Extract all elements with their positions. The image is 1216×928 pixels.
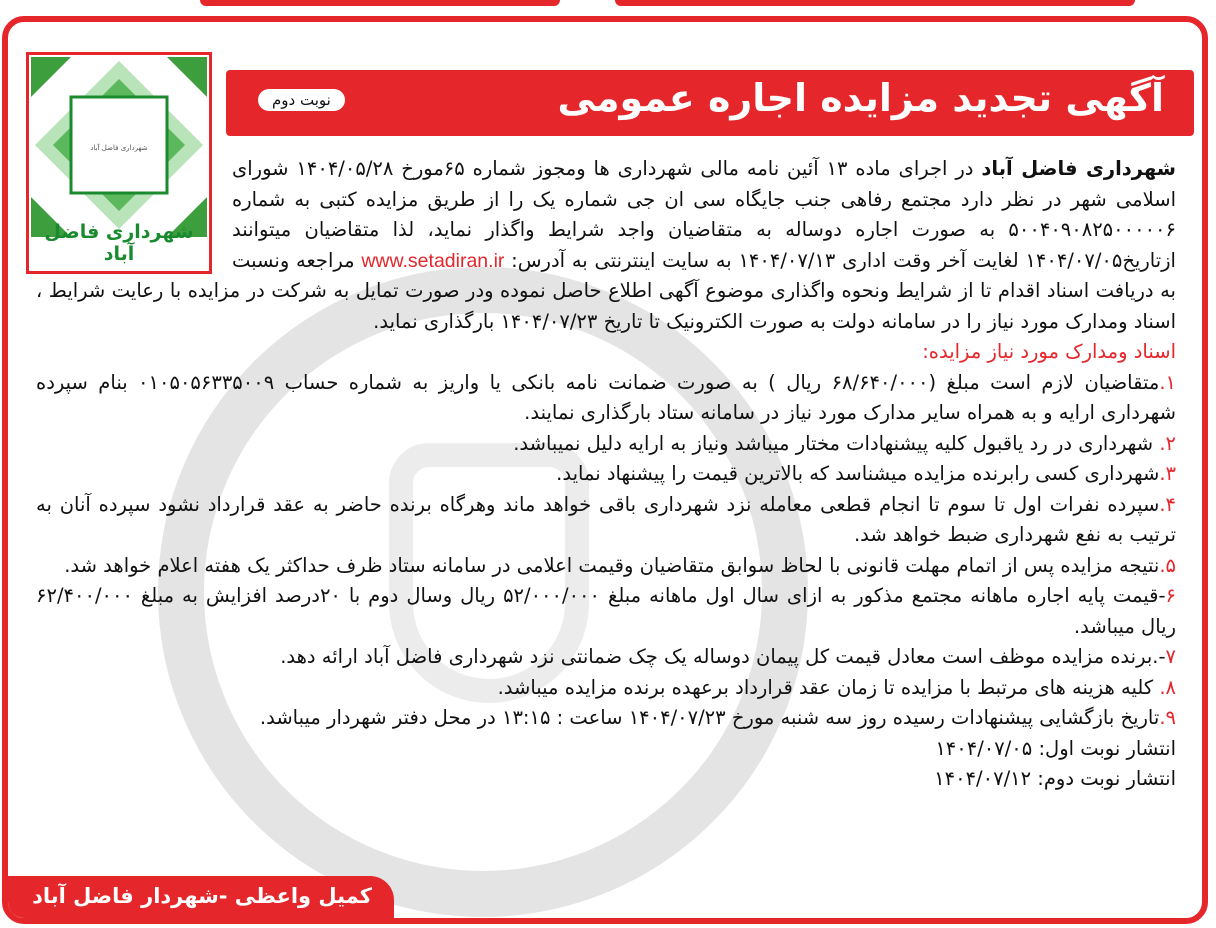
top-decoration-left: [200, 0, 560, 6]
requirement-item: [36, 551, 1176, 582]
requirement-text: شهرداری در رد یاقبول کلیه پیشنهادات مختار میباشد ونیاز به ارایه دلیل نمیباشد.: [513, 431, 1160, 455]
intro-text-start: در اجرای ماده ۱۳ آئین نامه مالی شهرداری ها ومجوز شماره ۶۵مورخ ۱۴۰۴/۰۵/۲۸ شورای اسلامی شهر در نظر دارد مجتمع رفاهی جنب جایگاه سی ان جی شماره یک را از طریق مزایده کتبی به شماره ۵۰۰۴۰۹۰۸۲۵۰۰۰۰۰۶ به صورت اجاره دوساله به متقاضیان واجد شرایط واگذار نماید، لذا متقاضیان میتوانند ازتاریخ۱۴۰۴/۰۷/۰۵ لغایت آخر وقت اداری ۱۴۰۴/۰۷/۱۳ به سایت اینترنتی به آدرس:: [232, 157, 1176, 272]
intro-text-end: مراجعه ونسبت به دریافت اسناد اقدام تا از شرایط ونحوه واگذاری موضوع آگهی اطلاع حاصل نموده ودر صورت تمایل به شرکت در مزایده با رعایت شرایط ، اسناد ومدارک مورد نیاز را در سامانه دولت به صورت الکترونیک تا تاریخ ۱۴۰۴/۰۷/۲۳ بارگذاری نماید.: [36, 248, 1176, 333]
requirement-number: ۲.: [1159, 431, 1176, 455]
requirement-text: -.برنده مزایده موظف است معادل قیمت کل پیمان دوساله یک چک ضمانتی نزد شهرداری فاضل آباد ارائه دهد.: [280, 645, 1166, 668]
requirement-number: ۵.: [1159, 553, 1176, 577]
mayor-signature: کمیل واعظی -شهردار فاضل آباد: [32, 884, 372, 908]
city-name: شهرداری فاضل آباد: [981, 157, 1176, 180]
requirement-text: تاریخ بازگشایی پیشنهادات رسیده روز سه شنبه مورخ ۱۴۰۴/۰۷/۲۳ ساعت : ۱۳:۱۵ در محل دفتر شهردار میباشد.: [259, 706, 1160, 729]
requirement-item: [36, 581, 1176, 642]
requirement-item: [36, 703, 1176, 734]
requirement-item: [36, 490, 1176, 551]
requirement-text: شهرداری کسی رابرنده مزایده میشناسد که بالاترین قیمت را پیشنهاد نماید.: [556, 462, 1160, 485]
signature-tab: [8, 876, 394, 922]
edition-badge: نوبت دوم: [258, 89, 345, 111]
requirement-text: سپرده نفرات اول تا سوم تا انجام قطعی معامله نزد شهرداری باقی خواهد ماند وهرگاه برنده حاضر به عقد قرارداد نشود سپرده آنان به ترتیب به نفع شهرداری ضبط خواهد شد.: [36, 492, 1176, 546]
website-link[interactable]: www.setadiran.ir: [361, 249, 505, 272]
header-bar: [226, 70, 1194, 136]
documents-heading: اسناد ومدارک مورد نیاز مزایده:: [922, 340, 1176, 363]
publication-first: انتشار نوبت اول: ۱۴۰۴/۰۷/۰۵: [935, 736, 1176, 760]
requirement-item: [36, 368, 1176, 429]
publication-second: انتشار نوبت دوم: ۱۴۰۴/۰۷/۱۲: [934, 767, 1176, 790]
requirements-list: [36, 368, 1176, 734]
requirement-number: ۴.: [1159, 492, 1176, 516]
requirement-number: ۱.: [1159, 370, 1176, 394]
requirement-item: [36, 429, 1176, 460]
notice-body: [36, 154, 1176, 795]
logo-float-spacer: [36, 154, 232, 274]
requirement-number: ۶: [1165, 584, 1176, 607]
requirement-number: ۳.: [1159, 462, 1176, 485]
requirement-item: [36, 642, 1176, 673]
logo-label: شهرداری فاضل آباد: [44, 221, 194, 265]
requirement-item: [36, 459, 1176, 490]
requirement-text: متقاضیان لازم است مبلغ (۶۸/۶۴۰/۰۰۰ ریال ) به صورت ضمانت نامه بانکی یا واریز به شماره حساب ۰۱۰۵۰۵۶۳۳۵۰۰۹ بنام سپرده شهرداری ارایه و به همراه سایر مدارک مورد نیاز در سامانه ستاد بارگذاری نمایند.: [36, 370, 1176, 424]
requirement-item: [36, 673, 1176, 704]
requirement-number: ۸.: [1159, 675, 1176, 699]
page-title: آگهی تجدید مزایده اجاره عمومی: [557, 76, 1164, 120]
advertisement-frame: [2, 16, 1208, 924]
requirement-text: -قیمت پایه اجاره ماهانه مجتمع مذکور به ازای سال اول ماهانه مبلغ ۵۲/۰۰۰/۰۰۰ ریال وسال دوم با ۲۰درصد افزایش به مبلغ ۶۲/۴۰۰/۰۰۰ ریال میباشد.: [36, 584, 1176, 638]
requirement-text: کلیه هزینه های مرتبط با مزایده تا زمان عقد قرارداد برعهده برنده مزایده میباشد.: [497, 675, 1160, 699]
requirement-number: ۹.: [1159, 706, 1176, 729]
requirement-text: نتیجه مزایده پس از اتمام مهلت قانونی با لحاظ سوابق متقاضیان وقیمت اعلامی در سامانه ستاد ظرف حداکثر یک هفته اعلام خواهد شد.: [64, 553, 1160, 577]
top-decoration-right: [615, 0, 1135, 6]
requirement-number: ۷: [1165, 645, 1176, 668]
logo-seal-text: شهرداری فاضل آباد: [90, 144, 148, 152]
